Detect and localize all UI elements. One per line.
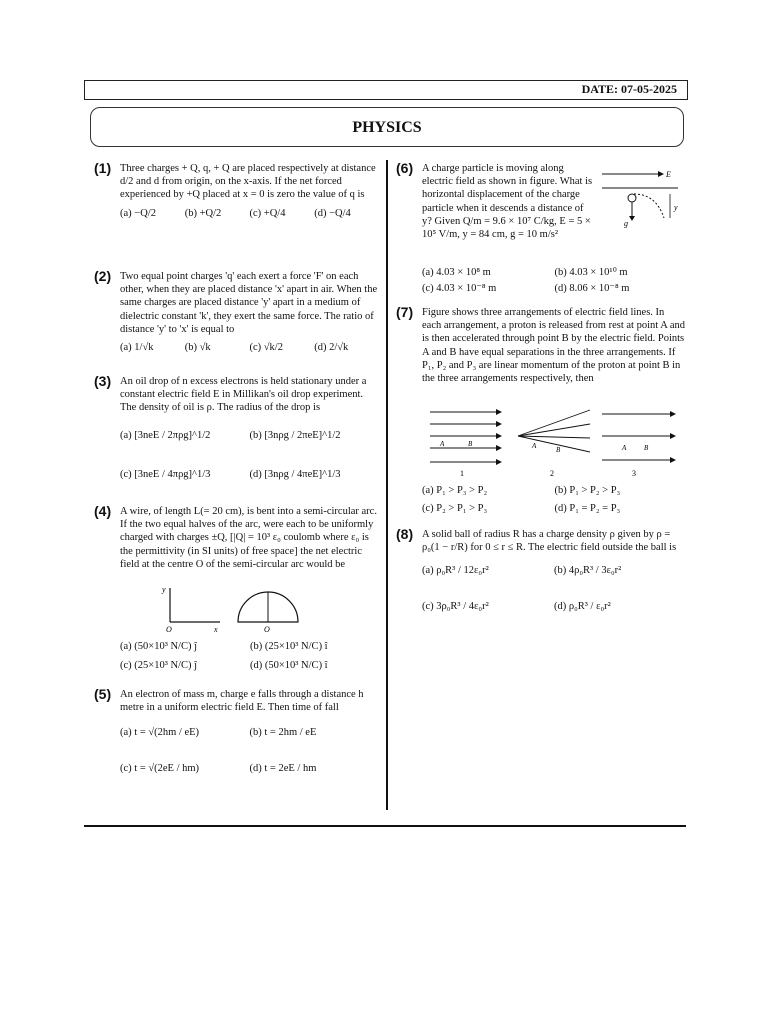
option-c: (c) +Q/4 [249,207,286,219]
arrangement-label-3: 3 [632,469,636,478]
descent-label-y: y [674,203,678,212]
question-text: A solid ball of radius R has a charge density ρ given by ρ = ρ₀(1 − r/R) for 0 ≤ r ≤ R. The electric field outside the ball is [422,529,677,554]
question-4 [94,505,379,571]
question-2 [94,270,379,360]
field-label-e: E [666,170,671,179]
arrangement-label-1: 1 [460,469,464,478]
question-number: (3) [94,373,112,389]
option-d: (d) (50×10³ N/C) î [250,660,328,672]
question-4-options [120,640,380,678]
question-number: (7) [396,304,414,320]
point-b-3: B [644,444,649,452]
question-text: Figure shows three arrangements of electric field lines. In each arrangement, a proton is released from rest at point A and is then accelerated through point B by the electric field. Points A and B have equal separations in the three arrangements. If P₁, P₂ and P₃ are linear momentum of the proton at point B in the three arrangements respectively, then [422,307,685,385]
option-d: (d) ρ₀R³ / ε₀r² [554,600,611,612]
date-header [84,80,688,100]
point-a-1: A [440,440,445,448]
question-1 [94,162,379,226]
arc-centre-label: O [264,625,270,634]
question-number: (2) [94,268,112,284]
option-b: (b) 4.03 × 10¹⁰ m [554,267,628,278]
axis-label-y: y [162,585,166,594]
option-d: (d) 2/√k [314,342,349,354]
question-7 [396,306,686,385]
question-7-options [422,484,687,515]
option-b: (b) (25×10³ N/C) î [250,641,328,652]
question-number: (1) [94,160,112,176]
question-6-options [422,266,687,295]
gravity-label: g [624,219,628,228]
field-lines-figure [426,406,682,480]
option-c: (c) (25×10³ N/C) ĵ [120,660,198,672]
option-a: (a) P₁ > P₃ > P₂ [422,485,488,496]
option-d: (d) [3nρg / 4πeE]^1/3 [249,468,341,480]
option-b: (b) [3nρg / 2πeE]^1/2 [249,429,341,441]
bottom-rule [84,825,686,827]
option-c: (c) 4.03 × 10⁻⁸ m [422,283,497,295]
options [120,726,379,774]
option-c: (c) [3neE / 4πρg]^1/3 [120,468,211,480]
option-b: (b) t = 2hm / eE [249,727,317,739]
option-c: (c) √k/2 [249,342,283,354]
point-a-3: A [622,444,627,452]
charge-motion-figure [598,164,684,228]
question-5 [94,688,379,781]
question-text: A charge particle is moving along electric field as shown in figure. What is horizontal displacement of the charge particle when it descends a distance of y? Given Q/m = 9.6 × 10⁷ C/kg, E = 5 × 10⁵ V/m, y = 84 cm, g = 10 m/s² [422,163,593,241]
question-6 [396,162,596,241]
option-b: (b) 4ρ₀R³ / 3ε₀r² [554,565,622,577]
axis-label-origin: O [166,625,172,634]
option-c: (c) t = √(2eE / hm) [120,762,200,774]
arrangement-label-2: 2 [550,469,554,478]
option-d: (d) t = 2eE / hm [249,762,317,774]
question-3 [94,375,379,487]
option-c: (c) 3ρ₀R³ / 4ε₀r² [422,600,489,612]
question-number: (4) [94,503,112,519]
options [120,341,379,354]
column-divider [386,160,388,810]
question-text: An oil drop of n excess electrons is held stationary under a constant electric field E in Millikan's oil drop experiment. The density of oil is ρ. The radius of the drop is [120,376,367,414]
option-a: (a) −Q/2 [120,207,156,219]
option-a: (a) 1/√k [120,342,154,354]
option-c: (c) P₂ > P₁ > P₃ [422,503,488,515]
axis-label-x: x [214,625,218,634]
option-a: (a) t = √(2hm / eE) [120,727,200,739]
question-number: (8) [396,526,414,542]
question-text: Three charges + Q, q, + Q are placed respectively at distance d/2 and d from origin, on the x-axis. If the net forced experienced by +Q placed at x = 0 is zero the value of q is [120,163,376,201]
point-b-1: B [468,440,473,448]
question-number: (6) [396,160,414,176]
arrangement-1 [430,409,502,478]
option-b: (b) +Q/2 [184,207,222,219]
option-a: (a) (50×10³ N/C) ĵ [120,641,198,652]
option-a: (a) [3neE / 2πρg]^1/2 [120,429,211,441]
question-text: An electron of mass m, charge e falls through a distance h metre in a uniform electric field E. Then time of fall [120,689,364,714]
point-a-2: A [532,442,537,450]
semicircle-arc-figure [150,580,350,636]
option-b: (b) √k [184,342,211,354]
option-d: (d) 8.06 × 10⁻⁸ m [554,283,630,295]
option-d: (d) −Q/4 [314,207,351,219]
question-number: (5) [94,686,112,702]
point-b-2: B [556,446,561,454]
subject-title: PHYSICS [90,107,684,147]
option-a: (a) 4.03 × 10⁸ m [422,267,491,278]
options [120,207,379,220]
question-text: Two equal point charges 'q' each exert a force 'F' on each other, when they are placed distance 'x' apart in air. When the same charges are placed distance 'y' apart in a medium of dielectric constant 'k', they exert the same force. The ratio of distance 'y' to 'x' is equal to [120,271,378,335]
question-text: A wire, of length L(= 20 cm), is bent into a semi-circular arc. If the two equal halves of the arc, were each to be uniformly charged with charges ±Q, [|Q| = 10³ ε₀ coulomb where ε₀ is the permittivity (in SI units) of free space] the net electric field at the centre O of the semi-circular arc would be [120,506,377,570]
arrangement-2 [518,410,590,478]
options [422,564,686,612]
question-8 [396,528,686,619]
options [120,429,379,481]
option-b: (b) P₁ > P₂ > P₃ [554,485,621,496]
option-d: (d) P₁ = P₂ = P₃ [554,503,621,515]
arrangement-3 [602,411,676,478]
date-text: DATE: 07-05-2025 [581,82,677,96]
option-a: (a) ρ₀R³ / 12ε₀r² [422,565,489,577]
